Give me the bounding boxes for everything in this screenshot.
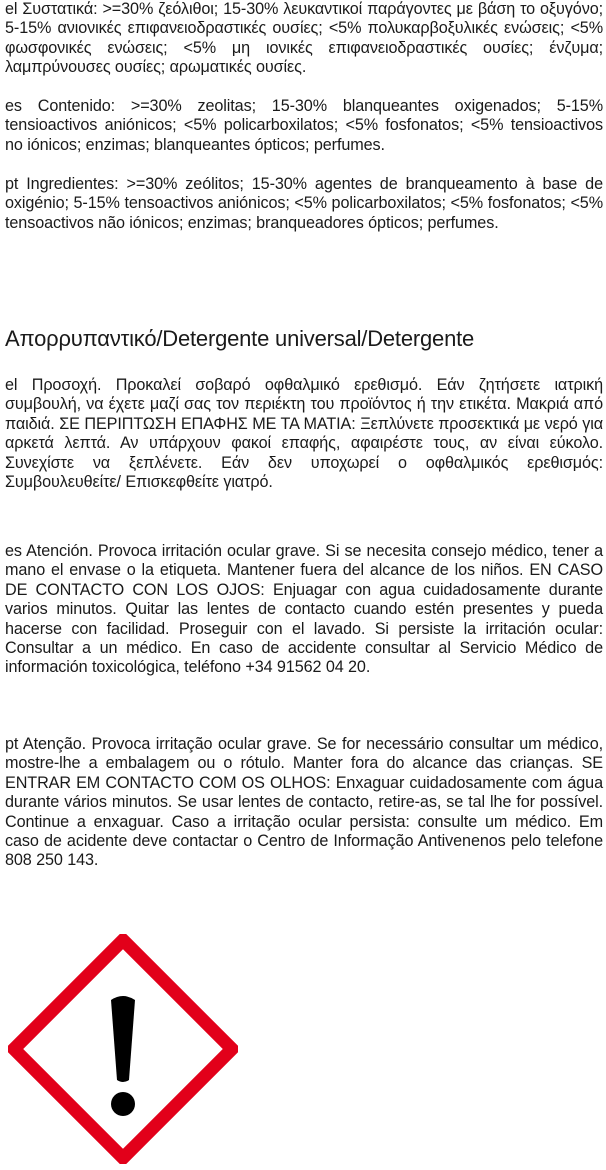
warning-es: es Atención. Provoca irritación ocular grave. Si se necesita consejo médico, tener a mano el envase o la etiqueta. Mantener fuera del alcance de los niños. EN CASO DE CONTACTO CON LOS OJOS: Enjuagar con agua cuidadosamente durante varios minutos. Quitar las lentes de contacto cuando estén presentes y pueda hacerse con facilidad. Proseguir con el lavado. Si persiste la irritación ocular: Consultar a un médico. En caso de accidente consultar al Servicio Médico de información toxicológica, teléfono +34 91562 04 20. (5, 542, 603, 677)
ingredients-pt: pt Ingredientes: >=30% zeólitos; 15-30% agentes de branqueamento à base de oxigénio; 5-15% tensoactivos aniónicos; <5% policarboxilatos; <5% fosfonatos; <5% tensoactivos não iónicos; enzimas; branqueadores ópticos; perfumes. (5, 175, 603, 232)
exclamation-dot (111, 1092, 135, 1116)
product-title: Απορρυπαντικό/Detergente universal/Detergente (5, 326, 475, 351)
ingredients-es: es Contenido: >=30% zeolitas; 15-30% blanqueantes oxigenados; 5-15% tensioactivos aniónicos; <5% policarboxilatos; <5% fosfonatos; <5% tensioactivos no iónicos; enzimas; blanqueantes ópticos; perfumes. (5, 97, 603, 154)
warning-el: el Προσοχή. Προκαλεί σοβαρό οφθαλμικό ερεθισμό. Εάν ζητήσετε ιατρική συμβουλή, να έχετε μαζί σας τον περιέκτη του προϊόντος ή την ετικέτα. Μακριά από παιδιά. ΣΕ ΠΕΡΙΠΤΩΣΗ ΕΠΑΦΗΣ ΜΕ ΤΑ ΜΑΤΙΑ: Ξεπλύνετε προσεκτικά με νερό για αρκετά λεπτά. Αν υπάρχουν φακοί επαφής, αφαιρέστε τους, αν είναι εύκολο. Συνεχίστε να ξεπλένετε. Εάν δεν υποχωρεί ο οφθαλμικός ερεθισμός: Συμβουλευθείτε/ Επισκεφθείτε γιατρό. (5, 376, 603, 492)
ghs-pictogram (8, 934, 238, 1164)
exclamation-mark-icon (8, 934, 238, 1164)
warning-pt: pt Atenção. Provoca irritação ocular grave. Se for necessário consultar um médico, mostre-lhe a embalagem ou o rótulo. Manter fora do alcance das crianças. SE ENTRAR EM CONTACTO COM OS OLHOS: Enxaguar cuidadosamente com água durante vários minutos. Se usar lentes de contacto, retire-as, se tal lhe for possível. Continue a enxaguar. Caso a irritação ocular persista: consulte um médico. Em caso de acidente deve contactar o Centro de Informação Antivenenos pelo telefone 808 250 143. (5, 735, 603, 870)
ingredients-el: el Συστατικά: >=30% ζεόλιθοι; 15-30% λευκαντικοί παράγοντες με βάση το οξυγόνο; 5-15% ανιονικές επιφανειοδραστικές ουσίες; <5% πολυκαρβοξυλικές ενώσεις; <5% φωσφονικές ενώσεις; <5% μη ιονικές επιφανειοδραστικές ουσίες; ένζυμα; λαμπρύνουσες ουσίες; αρωματικές ουσίες. (5, 0, 603, 77)
